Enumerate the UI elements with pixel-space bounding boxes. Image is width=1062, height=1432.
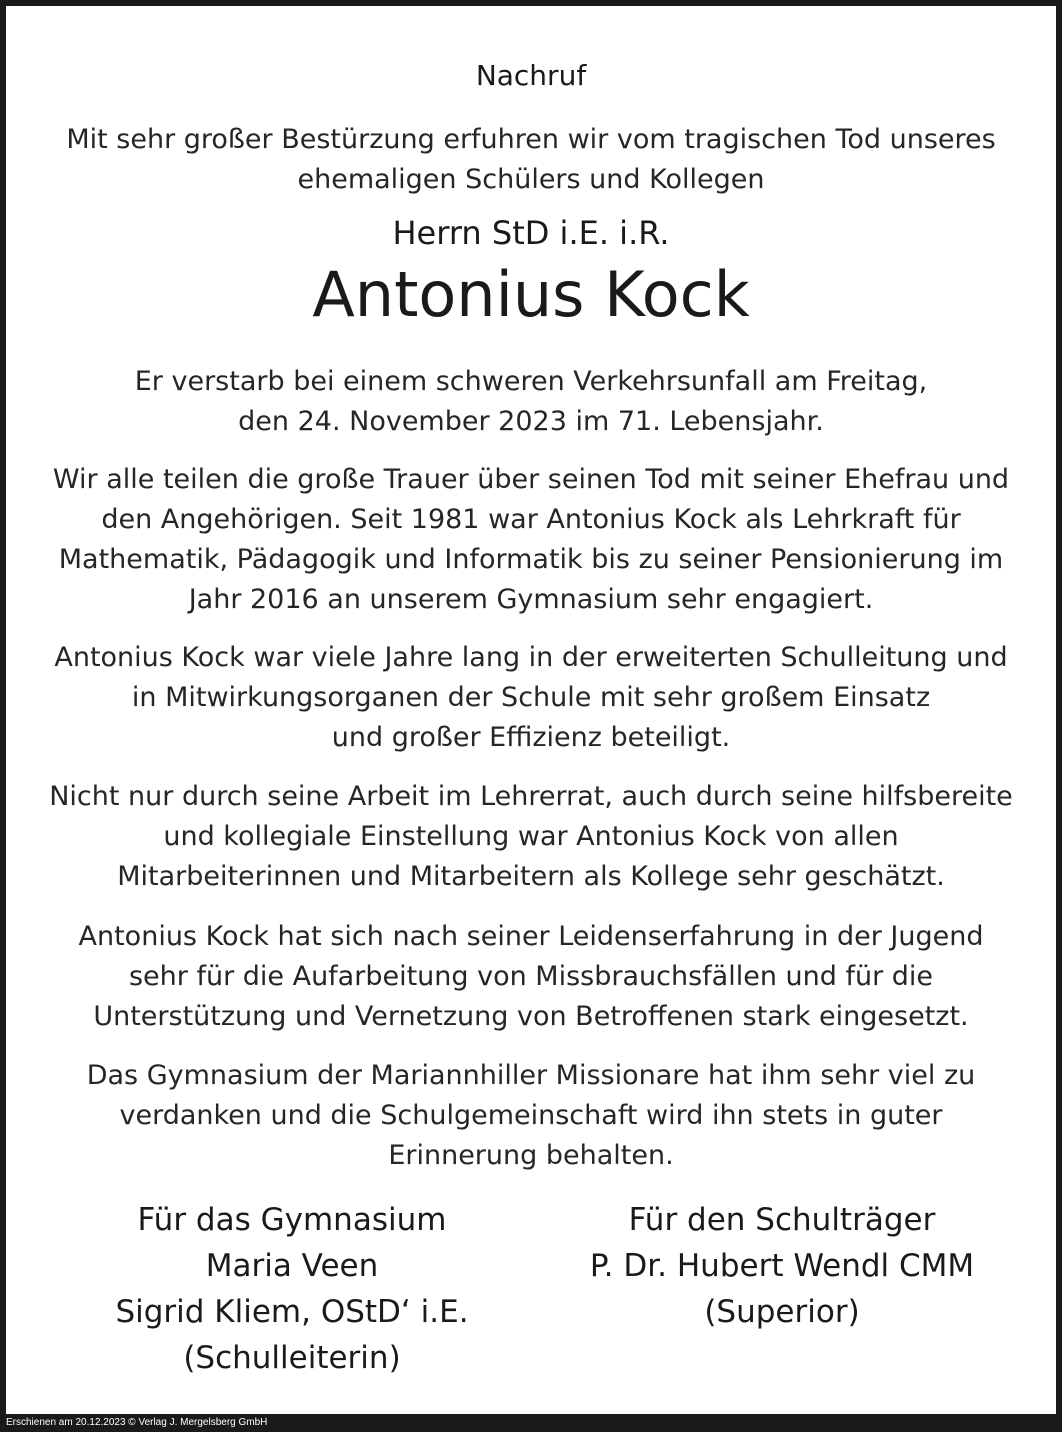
paragraph-career [6,460,1056,620]
deceased-name [6,255,1056,335]
signature-line: P. Dr. Hubert Wendl CMM [589,1248,975,1284]
paragraph-line: den Angehörigen. Seit 1981 war Antonius Kock als Lehrkraft für [101,504,961,535]
footer-text: Erschienen am 20.12.2023 © Verlag J. Mergelsberg GmbH [6,1417,268,1428]
notice-title-text: Nachruf [475,59,587,92]
paragraph-line: und kollegiale Einstellung war Antonius Kock von allen [163,821,899,852]
paragraph-line: Mitarbeiterinnen und Mitarbeitern als Kollege sehr geschätzt. [117,861,945,892]
paragraph-line: verdanken und die Schulgemeinschaft wird ihn stets in guter [119,1100,943,1131]
paragraph-line: Das Gymnasium der Mariannhiller Missionare hat ihm sehr viel zu [86,1060,976,1091]
paragraph-line: Er verstarb bei einem schweren Verkehrsunfall am Freitag, [134,366,928,397]
signature-line: Sigrid Kliem, OStD‘ i.E. [115,1294,469,1330]
publication-footer [0,1414,1062,1432]
signature-school-sponsor [552,1197,1012,1335]
paragraph-line: sehr für die Aufarbeitung von Missbrauchsfällen und für die [128,961,934,992]
paragraph-line: Wir alle teilen die große Trauer über seinen Tod mit seiner Ehefrau und [52,464,1010,495]
paragraph-colleague [6,777,1056,897]
signature-line: Für das Gymnasium [137,1202,447,1238]
honorific [6,212,1056,254]
paragraph-death-details [6,362,1056,442]
intro-line: ehemaligen Schülers und Kollegen [297,164,765,195]
signature-line: Maria Veen [205,1248,379,1284]
paragraph-line: Nicht nur durch seine Arbeit im Lehrerrat, auch durch seine hilfsbereite [49,781,1013,812]
paragraph-gratitude [6,1056,1056,1176]
signature-line: Für den Schulträger [628,1202,936,1238]
paragraph-line: Antonius Kock war viele Jahre lang in der erweiterten Schulleitung und [54,642,1008,673]
notice-title [6,58,1056,94]
paragraph-line: in Mitwirkungsorganen der Schule mit sehr großem Einsatz [131,682,931,713]
paragraph-line: Mathematik, Pädagogik und Informatik bis zu seiner Pensionierung im [58,544,1004,575]
paragraph-line: Unterstützung und Vernetzung von Betroffenen stark eingesetzt. [93,1001,969,1032]
deceased-name-text: Antonius Kock [312,258,750,331]
signature-line: (Schulleiterin) [183,1340,401,1376]
paragraph-leadership [6,638,1056,758]
paragraph-line: Erinnerung behalten. [388,1140,674,1171]
paragraph-advocacy [6,917,1056,1037]
intro-text [6,120,1056,200]
paragraph-line: den 24. November 2023 im 71. Lebensjahr. [238,406,824,437]
signature-school [62,1197,522,1381]
paragraph-line: Antonius Kock hat sich nach seiner Leidenserfahrung in der Jugend [78,921,984,952]
honorific-text: Herrn StD i.E. i.R. [392,214,670,252]
paragraph-line: Jahr 2016 an unserem Gymnasium sehr engagiert. [188,584,874,615]
intro-line: Mit sehr großer Bestürzung erfuhren wir vom tragischen Tod unseres [66,124,996,155]
signature-line: (Superior) [704,1294,860,1330]
paragraph-line: und großer Effizienz beteiligt. [331,722,731,753]
